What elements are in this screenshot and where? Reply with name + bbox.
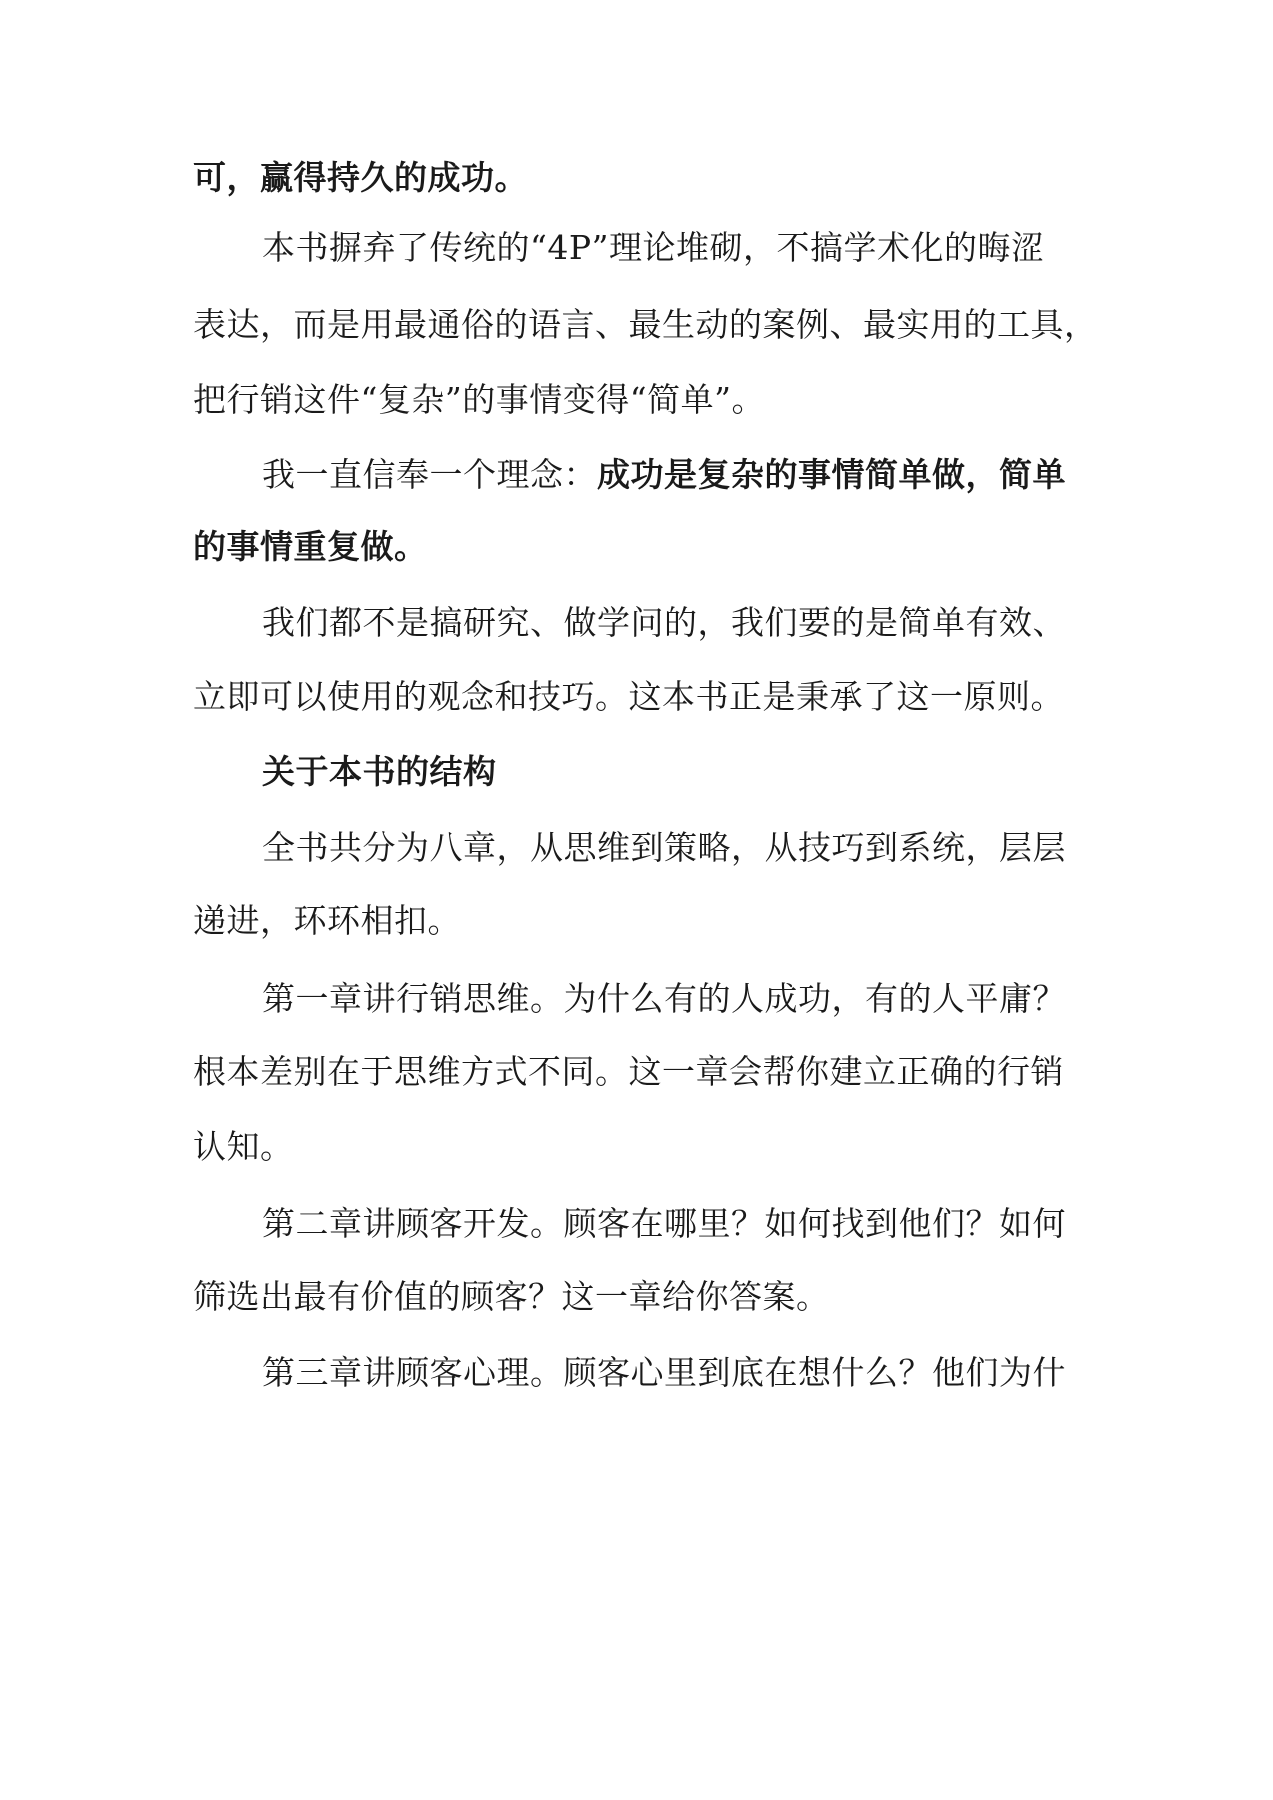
paragraph-line: 全书共分为八章，从思维到策略，从技巧到系统，层层 — [262, 828, 1066, 867]
principle-statement: 成功是复杂的事情简单做，简单 — [597, 455, 1066, 494]
paragraph-line: 把行销这件“复杂”的事情变得“简单”。 — [193, 380, 765, 419]
paragraph-line: 本书摒弃了传统的“4P”理论堆砌，不搞学术化的晦涩 — [262, 228, 1045, 267]
paragraph-line: 第一章讲行销思维。为什么有的人成功，有的人平庸？ — [262, 979, 1066, 1018]
paragraph-continuation-line: 可，赢得持久的成功。 — [193, 158, 528, 197]
paragraph-line: 筛选出最有价值的顾客？这一章给你答案。 — [193, 1277, 830, 1316]
section-heading: 关于本书的结构 — [262, 752, 497, 791]
paragraph-line: 根本差别在于思维方式不同。这一章会帮你建立正确的行销 — [193, 1052, 1064, 1091]
principle-statement-continued: 的事情重复做。 — [193, 527, 428, 566]
paragraph-line: 递进，环环相扣。 — [193, 901, 461, 940]
principle-intro: 我一直信奉一个理念： — [262, 455, 597, 494]
paragraph-line — [262, 455, 1162, 495]
paragraph-line: 认知。 — [193, 1127, 294, 1166]
paragraph-line: 第三章讲顾客心理。顾客心里到底在想什么？他们为什 — [262, 1353, 1066, 1392]
paragraph-line: 立即可以使用的观念和技巧。这本书正是秉承了这一原则。 — [193, 677, 1064, 716]
paragraph-line: 我们都不是搞研究、做学问的，我们要的是简单有效、 — [262, 603, 1066, 642]
paragraph-line: 第二章讲顾客开发。顾客在哪里？如何找到他们？如何 — [262, 1204, 1066, 1243]
paragraph-line: 表达，而是用最通俗的语言、最生动的案例、最实用的工具， — [193, 305, 1098, 344]
